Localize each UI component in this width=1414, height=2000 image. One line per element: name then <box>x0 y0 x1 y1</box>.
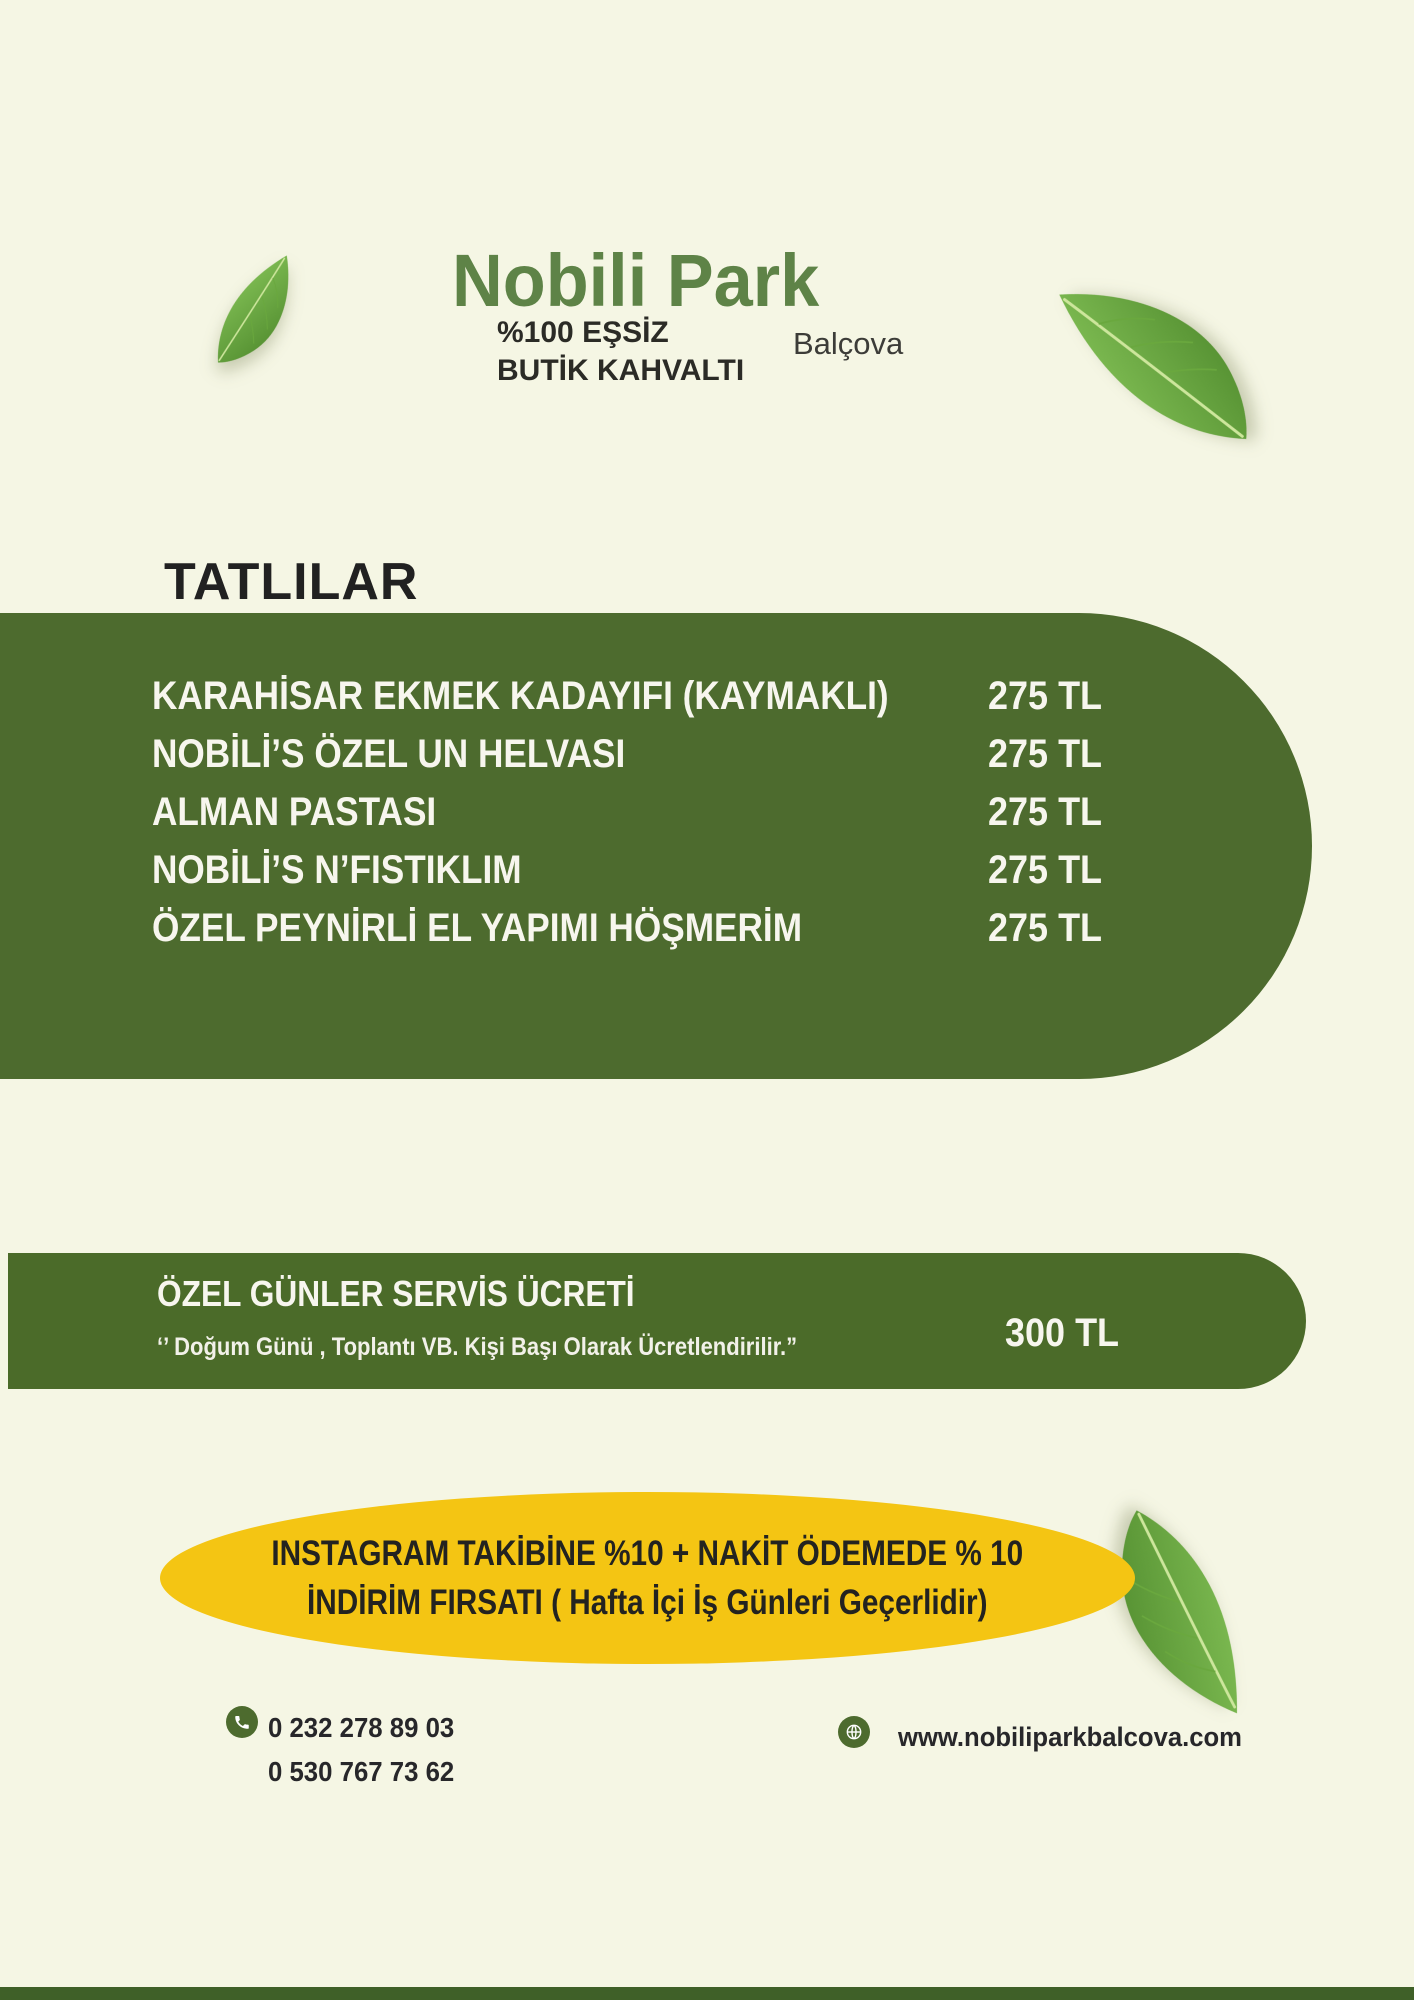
discount-promo-badge <box>160 1492 1135 1664</box>
menu-item-price: 275 TL <box>988 847 1103 892</box>
menu-item-name: ALMAN PASTASI <box>152 789 437 834</box>
menu-item-price: 275 TL <box>988 789 1103 834</box>
phone-number-2: 0 530 767 73 62 <box>268 1756 455 1787</box>
desserts-menu-panel <box>0 613 1312 1079</box>
brand-title: Nobili Park <box>452 239 820 322</box>
leaf-top-right-icon <box>1014 230 1301 491</box>
menu-item-row <box>152 783 1192 841</box>
menu-items-list <box>152 667 1192 957</box>
phone-icon <box>226 1706 258 1738</box>
menu-item-price: 275 TL <box>988 673 1103 718</box>
section-heading-desserts: TATLILAR <box>164 553 419 611</box>
menu-item-name: ÖZEL PEYNİRLİ EL YAPIMI HÖŞMERİM <box>152 905 803 950</box>
menu-item-row <box>152 667 1192 725</box>
menu-item-price: 275 TL <box>988 731 1103 776</box>
globe-icon <box>838 1716 870 1748</box>
menu-item-row <box>152 725 1192 783</box>
promo-line2: İNDİRİM FIRSATI ( Hafta İçi İş Günleri Geçerlidir) <box>307 1582 988 1622</box>
leaf-top-left-icon <box>190 234 322 387</box>
website-url: www.nobiliparkbalcova.com <box>898 1722 1242 1752</box>
brand-tagline-line1: %100 EŞSİZ <box>497 316 669 349</box>
service-fee-price: 300 TL <box>1005 1311 1120 1355</box>
menu-item-name: NOBİLİ’S ÖZEL UN HELVASI <box>152 731 626 776</box>
bottom-accent-strip <box>0 1987 1414 2000</box>
menu-item-name: NOBİLİ’S N’FISTIKLIM <box>152 847 522 892</box>
service-fee-title: ÖZEL GÜNLER SERVİS ÜCRETİ <box>157 1273 635 1314</box>
service-fee-note: ‘’ Doğum Günü , Toplantı VB. Kişi Başı Olarak Ücretlendirilir.” <box>157 1333 798 1361</box>
service-fee-panel <box>8 1253 1306 1389</box>
leaf-bottom-right-icon <box>1059 1477 1302 1753</box>
menu-item-row <box>152 841 1192 899</box>
menu-item-price: 275 TL <box>988 905 1103 950</box>
phone-number-1: 0 232 278 89 03 <box>268 1712 455 1743</box>
menu-item-row <box>152 899 1192 957</box>
menu-item-name: KARAHİSAR EKMEK KADAYIFI (KAYMAKLI) <box>152 673 889 718</box>
brand-tagline-line2: BUTİK KAHVALTI <box>497 354 745 387</box>
brand-location: Balçova <box>793 326 904 361</box>
promo-line1: INSTAGRAM TAKİBİNE %10 + NAKİT ÖDEMEDE % 10 <box>271 1533 1024 1573</box>
